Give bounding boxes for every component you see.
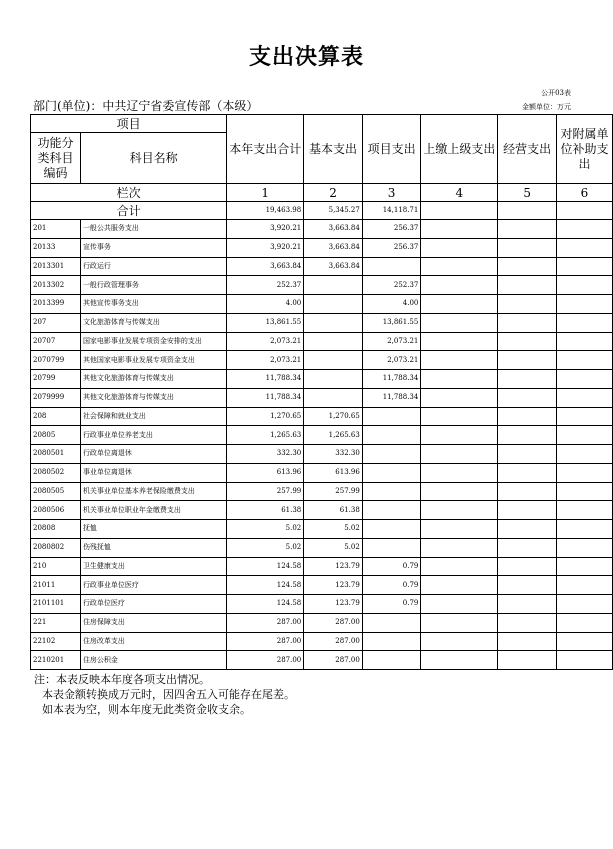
row-name: 卫生健康支出: [80, 557, 226, 576]
header-col3: 项目支出: [362, 115, 421, 184]
row-project: [362, 632, 421, 651]
row-name: 一般行政管理事务: [80, 276, 226, 295]
row-subsidiary: [556, 613, 612, 632]
row-total: 2,073.21: [227, 332, 304, 351]
expenditure-table: [30, 114, 613, 670]
row-code: 20133: [31, 238, 81, 257]
row-name: 机关事业单位基本养老保险缴费支出: [80, 482, 226, 501]
row-code: 20808: [31, 520, 81, 539]
row-code: 210: [31, 557, 81, 576]
row-basic: [304, 295, 363, 314]
row-total: 124.58: [227, 595, 304, 614]
row-code: 2013301: [31, 257, 81, 276]
row-project: 11,788.34: [362, 370, 421, 389]
row-upper: [421, 482, 498, 501]
row-name: 机关事业单位职业年金缴费支出: [80, 501, 226, 520]
row-code: 2080506: [31, 501, 81, 520]
table-row: [31, 613, 613, 632]
total-c2: 5,345.27: [304, 202, 363, 220]
row-name: 住房公积金: [80, 651, 226, 670]
row-code: 22102: [31, 632, 81, 651]
row-basic: 1,265.63: [304, 426, 363, 445]
row-business: [498, 276, 557, 295]
row-basic: 613.96: [304, 463, 363, 482]
note-line: 本表金额转换成万元时，因四舍五入可能存在尾差。: [42, 688, 295, 701]
row-total: 332.30: [227, 445, 304, 464]
row-business: [498, 370, 557, 389]
row-business: [498, 613, 557, 632]
notes: [34, 672, 295, 717]
row-total: 287.00: [227, 651, 304, 670]
row-basic: [304, 351, 363, 370]
row-total: 13,861.55: [227, 313, 304, 332]
table-row: [31, 463, 613, 482]
row-project: [362, 501, 421, 520]
total-c3: 14,118.71: [362, 202, 421, 220]
row-project: 252.37: [362, 276, 421, 295]
row-subsidiary: [556, 257, 612, 276]
table-row: [31, 651, 613, 670]
table-row: [31, 388, 613, 407]
row-business: [498, 426, 557, 445]
header-func-code: 功能分类科目编码: [31, 133, 81, 184]
row-code: 2210201: [31, 651, 81, 670]
row-upper: [421, 651, 498, 670]
row-name: 住房改革支出: [80, 632, 226, 651]
row-basic: 287.00: [304, 651, 363, 670]
row-project: [362, 520, 421, 539]
col-number: 1: [227, 184, 304, 202]
row-upper: [421, 276, 498, 295]
table-row: [31, 632, 613, 651]
row-name: 事业单位离退休: [80, 463, 226, 482]
row-upper: [421, 463, 498, 482]
row-project: 0.79: [362, 576, 421, 595]
row-upper: [421, 538, 498, 557]
row-code: 207: [31, 313, 81, 332]
row-total: 3,663.84: [227, 257, 304, 276]
row-project: [362, 257, 421, 276]
table-row: [31, 220, 613, 239]
row-name: 国家电影事业发展专项资金安排的支出: [80, 332, 226, 351]
row-basic: 3,663.84: [304, 257, 363, 276]
row-upper: [421, 313, 498, 332]
row-basic: 123.79: [304, 576, 363, 595]
row-total: 11,788.34: [227, 370, 304, 389]
row-subsidiary: [556, 220, 612, 239]
row-project: 0.79: [362, 557, 421, 576]
table-row: [31, 407, 613, 426]
row-business: [498, 557, 557, 576]
row-total: 2,073.21: [227, 351, 304, 370]
row-total: 3,920.21: [227, 238, 304, 257]
row-subsidiary: [556, 295, 612, 314]
row-upper: [421, 557, 498, 576]
row-upper: [421, 595, 498, 614]
row-total: 4.00: [227, 295, 304, 314]
row-upper: [421, 426, 498, 445]
row-business: [498, 220, 557, 239]
row-subsidiary: [556, 445, 612, 464]
row-code: 2080505: [31, 482, 81, 501]
row-name: 一般公共服务支出: [80, 220, 226, 239]
row-basic: [304, 370, 363, 389]
row-code: 208: [31, 407, 81, 426]
row-business: [498, 520, 557, 539]
row-name: 其他文化旅游体育与传媒支出: [80, 388, 226, 407]
row-business: [498, 651, 557, 670]
row-subsidiary: [556, 407, 612, 426]
row-business: [498, 501, 557, 520]
table-row: [31, 520, 613, 539]
table-code: 公开03表: [541, 89, 571, 97]
row-basic: 3,663.84: [304, 220, 363, 239]
row-code: 20799: [31, 370, 81, 389]
row-subsidiary: [556, 238, 612, 257]
total-c4: [421, 202, 498, 220]
table-row: [31, 332, 613, 351]
header-col5: 经营支出: [498, 115, 557, 184]
row-basic: 61.38: [304, 501, 363, 520]
row-basic: [304, 388, 363, 407]
row-name: 行政事业单位医疗: [80, 576, 226, 595]
row-code: 2080501: [31, 445, 81, 464]
col-number: 6: [556, 184, 612, 202]
total-c6: [556, 202, 612, 220]
total-c1: 19,463.98: [227, 202, 304, 220]
row-basic: 332.30: [304, 445, 363, 464]
header-subject-name: 科目名称: [80, 133, 226, 184]
row-business: [498, 407, 557, 426]
table-row: [31, 595, 613, 614]
row-upper: [421, 576, 498, 595]
table-row: [31, 501, 613, 520]
row-name: 住房保障支出: [80, 613, 226, 632]
row-subsidiary: [556, 595, 612, 614]
table-row: [31, 257, 613, 276]
row-project: 13,861.55: [362, 313, 421, 332]
row-subsidiary: [556, 482, 612, 501]
total-row: [31, 202, 613, 220]
row-name: 文化旅游体育与传媒支出: [80, 313, 226, 332]
row-upper: [421, 351, 498, 370]
row-subsidiary: [556, 576, 612, 595]
row-upper: [421, 220, 498, 239]
row-business: [498, 576, 557, 595]
col-number: 2: [304, 184, 363, 202]
header-col1: 本年支出合计: [227, 115, 304, 184]
row-project: 256.37: [362, 238, 421, 257]
row-code: 20805: [31, 426, 81, 445]
row-project: [362, 426, 421, 445]
row-code: 21011: [31, 576, 81, 595]
row-business: [498, 332, 557, 351]
header-col6: 对附属单位补助支出: [556, 115, 612, 184]
row-business: [498, 388, 557, 407]
row-upper: [421, 445, 498, 464]
row-business: [498, 257, 557, 276]
row-total: 613.96: [227, 463, 304, 482]
row-total: 287.00: [227, 632, 304, 651]
page-title: 支出决算表: [248, 44, 364, 70]
row-project: [362, 445, 421, 464]
row-project: [362, 613, 421, 632]
row-subsidiary: [556, 332, 612, 351]
row-basic: 123.79: [304, 557, 363, 576]
note-line: 如本表为空，则本年度无此类资金收支余。: [42, 703, 251, 716]
row-business: [498, 632, 557, 651]
row-subsidiary: [556, 463, 612, 482]
row-business: [498, 313, 557, 332]
row-total: 252.37: [227, 276, 304, 295]
table-row: [31, 238, 613, 257]
row-name: 行政事业单位养老支出: [80, 426, 226, 445]
row-name: 宣传事务: [80, 238, 226, 257]
row-upper: [421, 257, 498, 276]
row-upper: [421, 238, 498, 257]
header-col4: 上缴上级支出: [421, 115, 498, 184]
row-code: 201: [31, 220, 81, 239]
row-subsidiary: [556, 351, 612, 370]
row-subsidiary: [556, 651, 612, 670]
row-total: 124.58: [227, 557, 304, 576]
table-row: [31, 313, 613, 332]
row-basic: 5.02: [304, 520, 363, 539]
row-upper: [421, 520, 498, 539]
row-name: 行政单位离退休: [80, 445, 226, 464]
row-business: [498, 295, 557, 314]
row-total: 1,265.63: [227, 426, 304, 445]
row-name: 抚恤: [80, 520, 226, 539]
row-upper: [421, 407, 498, 426]
row-upper: [421, 370, 498, 389]
table-row: [31, 276, 613, 295]
row-subsidiary: [556, 538, 612, 557]
row-basic: 3,663.84: [304, 238, 363, 257]
row-business: [498, 463, 557, 482]
row-basic: [304, 332, 363, 351]
row-code: 2079999: [31, 388, 81, 407]
row-project: 0.79: [362, 595, 421, 614]
row-basic: 1,270.65: [304, 407, 363, 426]
row-basic: 287.00: [304, 613, 363, 632]
row-project: [362, 482, 421, 501]
total-label: 合计: [31, 202, 227, 220]
row-subsidiary: [556, 426, 612, 445]
col-number: 3: [362, 184, 421, 202]
row-name: 社会保障和就业支出: [80, 407, 226, 426]
row-business: [498, 445, 557, 464]
table-row: [31, 482, 613, 501]
row-project: [362, 538, 421, 557]
row-upper: [421, 332, 498, 351]
row-code: 221: [31, 613, 81, 632]
row-code: 2080802: [31, 538, 81, 557]
row-code: 2013399: [31, 295, 81, 314]
row-name: 其他宣传事务支出: [80, 295, 226, 314]
table-row: [31, 351, 613, 370]
row-total: 257.99: [227, 482, 304, 501]
department-label: 部门(单位)：中共辽宁省委宣传部（本级）: [33, 99, 259, 113]
row-basic: 287.00: [304, 632, 363, 651]
row-project: 2,073.21: [362, 351, 421, 370]
row-code: 2013302: [31, 276, 81, 295]
row-code: 2101101: [31, 595, 81, 614]
table-row: [31, 576, 613, 595]
row-business: [498, 482, 557, 501]
table-row: [31, 557, 613, 576]
row-subsidiary: [556, 388, 612, 407]
row-project: 4.00: [362, 295, 421, 314]
row-upper: [421, 501, 498, 520]
unit-row: [33, 97, 571, 113]
table-row: [31, 426, 613, 445]
row-upper: [421, 295, 498, 314]
row-total: 1,270.65: [227, 407, 304, 426]
row-basic: 5.02: [304, 538, 363, 557]
row-project: 2,073.21: [362, 332, 421, 351]
row-total: 11,788.34: [227, 388, 304, 407]
row-subsidiary: [556, 632, 612, 651]
table-row: [31, 445, 613, 464]
row-project: [362, 407, 421, 426]
row-business: [498, 238, 557, 257]
table-row: [31, 295, 613, 314]
row-basic: [304, 276, 363, 295]
row-project: [362, 463, 421, 482]
row-name: 伤残抚恤: [80, 538, 226, 557]
row-subsidiary: [556, 313, 612, 332]
row-business: [498, 538, 557, 557]
row-total: 3,920.21: [227, 220, 304, 239]
row-name: 行政运行: [80, 257, 226, 276]
row-name: 其他文化旅游体育与传媒支出: [80, 370, 226, 389]
note-line: 注：本表反映本年度各项支出情况。: [34, 673, 210, 686]
row-upper: [421, 632, 498, 651]
row-project: [362, 651, 421, 670]
row-total: 287.00: [227, 613, 304, 632]
row-code: 20707: [31, 332, 81, 351]
header-col2: 基本支出: [304, 115, 363, 184]
row-subsidiary: [556, 276, 612, 295]
amount-unit: 金额单位：万元: [522, 103, 571, 111]
row-subsidiary: [556, 520, 612, 539]
total-c5: [498, 202, 557, 220]
row-code: 2070799: [31, 351, 81, 370]
lanci-label: 栏次: [31, 184, 227, 202]
row-total: 5.02: [227, 520, 304, 539]
row-total: 124.58: [227, 576, 304, 595]
col-number: 4: [421, 184, 498, 202]
row-total: 61.38: [227, 501, 304, 520]
row-upper: [421, 613, 498, 632]
row-basic: 257.99: [304, 482, 363, 501]
row-business: [498, 351, 557, 370]
table-row: [31, 538, 613, 557]
col-number: 5: [498, 184, 557, 202]
row-subsidiary: [556, 557, 612, 576]
row-code: 2080502: [31, 463, 81, 482]
row-project: 256.37: [362, 220, 421, 239]
row-business: [498, 595, 557, 614]
row-total: 5.02: [227, 538, 304, 557]
row-subsidiary: [556, 501, 612, 520]
row-project: 11,788.34: [362, 388, 421, 407]
row-upper: [421, 388, 498, 407]
row-basic: [304, 313, 363, 332]
row-subsidiary: [556, 370, 612, 389]
table-row: [31, 370, 613, 389]
header-item: 项目: [31, 115, 227, 133]
row-name: 其他国家电影事业发展专项资金支出: [80, 351, 226, 370]
row-basic: 123.79: [304, 595, 363, 614]
row-name: 行政单位医疗: [80, 595, 226, 614]
